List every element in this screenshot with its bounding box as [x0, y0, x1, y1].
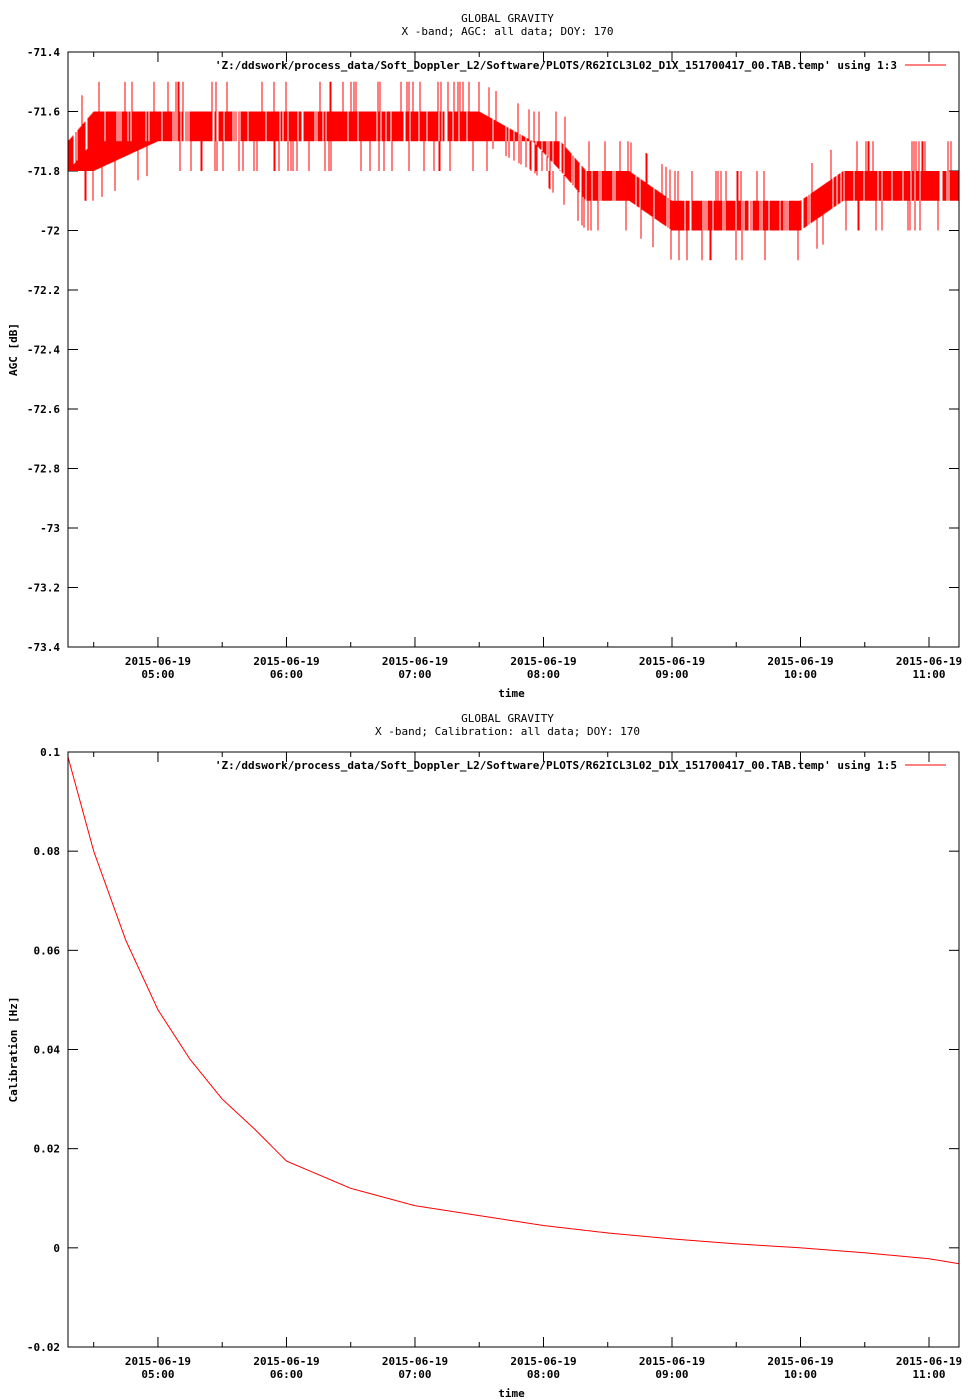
chart-subtitle: X -band; AGC: all data; DOY: 170 [401, 25, 614, 38]
series-line [68, 82, 959, 261]
y-tick-label: -73.4 [26, 641, 60, 654]
x-tick-date-label: 2015-06-19 [767, 1355, 834, 1368]
y-tick-label: -0.02 [26, 1341, 60, 1354]
x-tick-date-label: 2015-06-19 [638, 1355, 706, 1368]
x-tick-time-label: 11:00 [912, 668, 946, 681]
x-tick-date-label: 2015-06-19 [124, 655, 192, 668]
x-tick-date-label: 2015-06-19 [510, 1355, 577, 1368]
x-tick-time-label: 05:00 [141, 668, 175, 681]
x-axis-label: time [498, 1387, 525, 1400]
x-tick-date-label: 2015-06-19 [253, 655, 320, 668]
chart-title: GLOBAL GRAVITY [461, 12, 554, 25]
x-axis-label: time [498, 687, 525, 700]
y-tick-label: -72.6 [26, 403, 60, 416]
x-tick-date-label: 2015-06-19 [124, 1355, 192, 1368]
x-tick-time-label: 10:00 [783, 668, 818, 681]
y-tick-label: 0.06 [33, 944, 60, 958]
x-tick-time-label: 09:00 [655, 1368, 689, 1381]
y-tick-label: 0.04 [33, 1043, 60, 1057]
y-tick-label: 0.02 [33, 1142, 60, 1156]
x-tick-time-label: 10:00 [783, 1368, 818, 1381]
chart-2 [7, 712, 962, 1400]
y-axis-label: Calibration [Hz] [7, 996, 20, 1103]
y-tick-label: -72.4 [26, 343, 60, 357]
legend-label: 'Z:/ddswork/process_data/Soft_Doppler_L2/Software/PLOTS/R62ICL3L02_D1X_151700417_00.TAB.temp' using 1:5 [214, 759, 897, 772]
x-tick-date-label: 2015-06-19 [638, 655, 706, 668]
y-tick-label: 0.08 [33, 845, 60, 859]
y-tick-label: -73.2 [26, 581, 60, 595]
chart-title: GLOBAL GRAVITY [461, 712, 554, 725]
x-tick-date-label: 2015-06-19 [895, 655, 963, 668]
x-tick-time-label: 08:00 [526, 668, 561, 681]
series-1 [68, 82, 959, 261]
plot-frame [68, 752, 959, 1347]
y-tick-label: -71.8 [26, 165, 60, 178]
x-tick-time-label: 06:00 [269, 668, 304, 681]
x-tick-time-label: 07:00 [398, 1368, 432, 1381]
x-tick-date-label: 2015-06-19 [253, 1355, 320, 1368]
y-tick-label: -71.4 [26, 46, 60, 59]
chart-1 [7, 12, 962, 700]
y-tick-label: -72 [40, 224, 60, 238]
x-tick-date-label: 2015-06-19 [895, 1355, 963, 1368]
x-tick-time-label: 07:00 [398, 668, 432, 681]
x-tick-time-label: 06:00 [269, 1368, 304, 1381]
y-tick-label: -73 [40, 522, 60, 535]
y-tick-label: 0 [53, 1241, 60, 1255]
y-tick-label: -72.2 [26, 284, 60, 297]
x-tick-date-label: 2015-06-19 [767, 655, 834, 668]
x-tick-time-label: 08:00 [526, 1368, 561, 1381]
series-2 [68, 757, 959, 1264]
y-tick-label: 0.1 [40, 746, 60, 759]
y-tick-label: -71.6 [26, 105, 60, 119]
chart-subtitle: X -band; Calibration: all data; DOY: 170 [375, 725, 640, 738]
legend-label: 'Z:/ddswork/process_data/Soft_Doppler_L2/Software/PLOTS/R62ICL3L02_D1X_151700417_00.TAB.temp' using 1:3 [214, 59, 897, 72]
x-tick-date-label: 2015-06-19 [381, 1355, 449, 1368]
series-line [68, 757, 959, 1264]
y-tick-label: -72.8 [26, 462, 60, 476]
x-tick-time-label: 11:00 [912, 1368, 946, 1381]
x-tick-date-label: 2015-06-19 [381, 655, 449, 668]
y-axis-label: AGC [dB] [7, 323, 20, 376]
x-tick-date-label: 2015-06-19 [510, 655, 577, 668]
x-tick-time-label: 09:00 [655, 668, 689, 681]
x-tick-time-label: 05:00 [141, 1368, 175, 1381]
